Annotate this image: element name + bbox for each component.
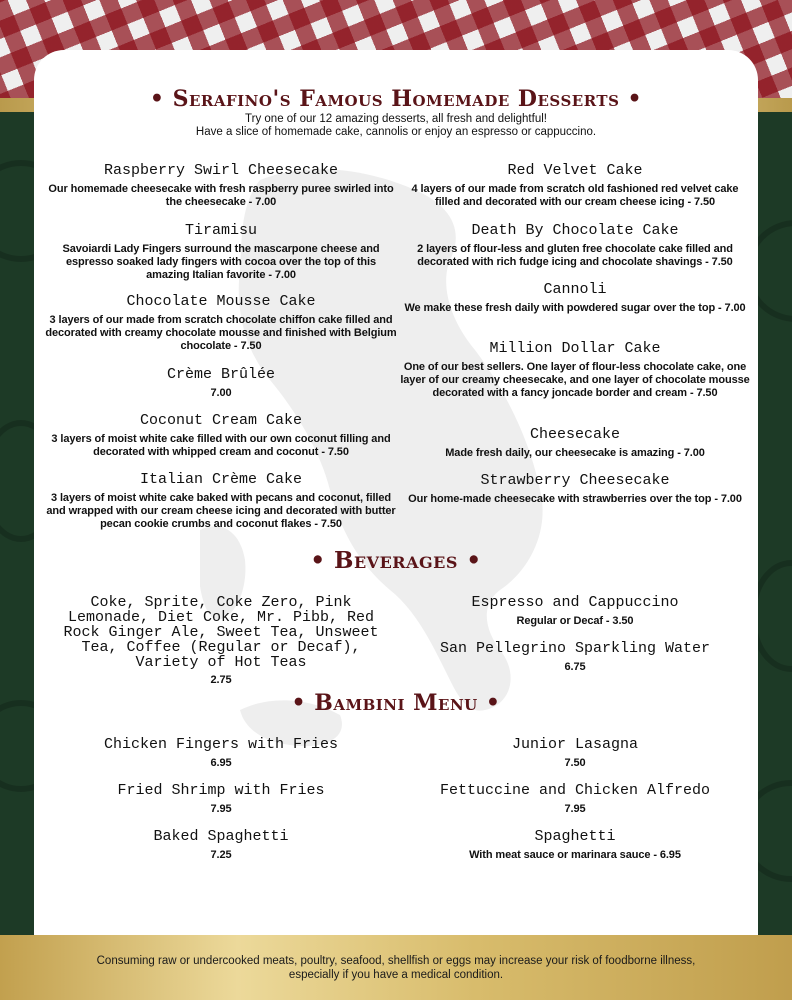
item-name: Spaghetti (534, 828, 616, 845)
item-description: Our homemade cheesecake with fresh raspberry puree swirled into the cheesecake - 7.00 (48, 183, 394, 208)
beverage-item (398, 640, 752, 674)
item-name: Raspberry Swirl Cheesecake (103, 162, 339, 179)
item-name: Tiramisu (184, 222, 257, 239)
dessert-item (44, 222, 398, 282)
dessert-item (398, 426, 752, 460)
item-name: Coke, Sprite, Coke Zero, Pink Lemonade, Diet Coke, Mr. Pibb, Red Rock Ginger Ale, Sweet Tea, Unsweet Tea, Coffee (Regular or Decaf), Variety of Hot Teas (63, 594, 379, 671)
footer-band (0, 935, 792, 1000)
item-name: Chicken Fingers with Fries (103, 736, 339, 753)
item-description: One of our best sellers. One layer of flour-less chocolate cake, one layer of our creamy cheesecake, and one layer of chocolate mousse decorated with a fancy joncade border and cream - 7.50 (400, 361, 750, 399)
kids-item (398, 828, 752, 862)
item-description: 3 layers of moist white cake baked with pecans and coconut, filled and wrapped with our cream cheese icing and decorated with butter pecan cookie crumbs and coconut flakes - 7.50 (46, 492, 396, 530)
item-name: Fried Shrimp with Fries (117, 782, 325, 799)
kids-item (44, 736, 398, 770)
bambini-title: • Bambini Menu • (291, 690, 501, 716)
item-name: Million Dollar Cake (489, 340, 661, 357)
item-name: Baked Spaghetti (153, 828, 289, 845)
dessert-item (398, 472, 752, 506)
intro-line: Have a slice of homemade cake, cannolis or enjoy an espresso or cappuccino. (195, 126, 597, 138)
item-description: We make these fresh daily with powdered sugar over the top - 7.00 (404, 302, 746, 314)
item-description: 3 layers of moist white cake filled with our own coconut filling and decorated with whipped cream and coconut - 7.50 (51, 433, 391, 458)
dessert-item (44, 293, 398, 353)
foodborne-illness-warning: Consuming raw or undercooked meats, poultry, seafood, shellfish or eggs may increase your risk of foodborne illness, especially if you have a medical condition. (96, 954, 696, 981)
item-name: Crème Brûlée (166, 366, 276, 383)
dessert-item (44, 366, 398, 400)
item-name: Chocolate Mousse Cake (126, 293, 316, 310)
item-name: Strawberry Cheesecake (480, 472, 670, 489)
dessert-item (44, 471, 398, 531)
item-price: 2.75 (210, 674, 232, 686)
item-name: Fettuccine and Chicken Alfredo (439, 782, 711, 799)
item-price: 6.75 (564, 661, 586, 673)
kids-item (398, 782, 752, 816)
dessert-item (398, 222, 752, 269)
item-description: 7.00 (210, 387, 232, 399)
item-description: Made fresh daily, our cheesecake is amazing - 7.00 (445, 447, 705, 459)
beverage-item (44, 595, 398, 687)
dessert-item (44, 412, 398, 459)
item-name: Cannoli (543, 281, 607, 298)
desserts-intro (34, 113, 758, 139)
item-price: 7.95 (210, 803, 232, 815)
item-name: Junior Lasagna (511, 736, 639, 753)
item-price: 7.50 (564, 757, 586, 769)
item-description: 2 layers of flour-less and gluten free chocolate cake filled and decorated with rich fudge icing and chocolate shavings - 7.50 (417, 243, 733, 268)
item-description: 3 layers of our made from scratch chocolate chiffon cake filled and decorated with creamy chocolate mousse and finished with Belgium chocolate - 7.50 (45, 314, 397, 352)
item-name: Red Velvet Cake (507, 162, 643, 179)
item-name: Espresso and Cappuccino (471, 594, 679, 611)
item-description: Our home-made cheesecake with strawberries over the top - 7.00 (408, 493, 742, 505)
item-price: 7.25 (210, 849, 232, 861)
beverage-item (398, 594, 752, 628)
beverages-title: • Beverages • (310, 547, 482, 574)
item-name: Death By Chocolate Cake (471, 222, 679, 239)
dessert-item (44, 162, 398, 209)
item-price: 7.95 (564, 803, 586, 815)
item-description: Regular or Decaf - 3.50 (516, 615, 634, 627)
item-name: Italian Crème Cake (139, 471, 303, 488)
dessert-item (398, 162, 752, 209)
desserts-title: • Serafino's Famous Homemade Desserts • (149, 86, 643, 112)
item-name: Coconut Cream Cake (139, 412, 303, 429)
intro-line: Try one of our 12 amazing desserts, all fresh and delightful! (245, 113, 547, 125)
item-name: San Pellegrino Sparkling Water (439, 640, 711, 657)
kids-item (398, 736, 752, 770)
kids-item (44, 828, 398, 862)
item-name: Cheesecake (529, 426, 620, 443)
item-price: 6.95 (210, 757, 232, 769)
dessert-item (398, 340, 752, 400)
dessert-item (398, 281, 752, 315)
item-description: 4 layers of our made from scratch old fashioned red velvet cake filled and decorated with our cream cheese icing - 7.50 (411, 183, 739, 208)
item-description: With meat sauce or marinara sauce - 6.95 (469, 849, 681, 861)
item-description: Savoiardi Lady Fingers surround the mascarpone cheese and espresso soaked lady fingers with cocoa over the top of this amazing Italian favorite - 7.00 (62, 243, 380, 281)
kids-item (44, 782, 398, 816)
